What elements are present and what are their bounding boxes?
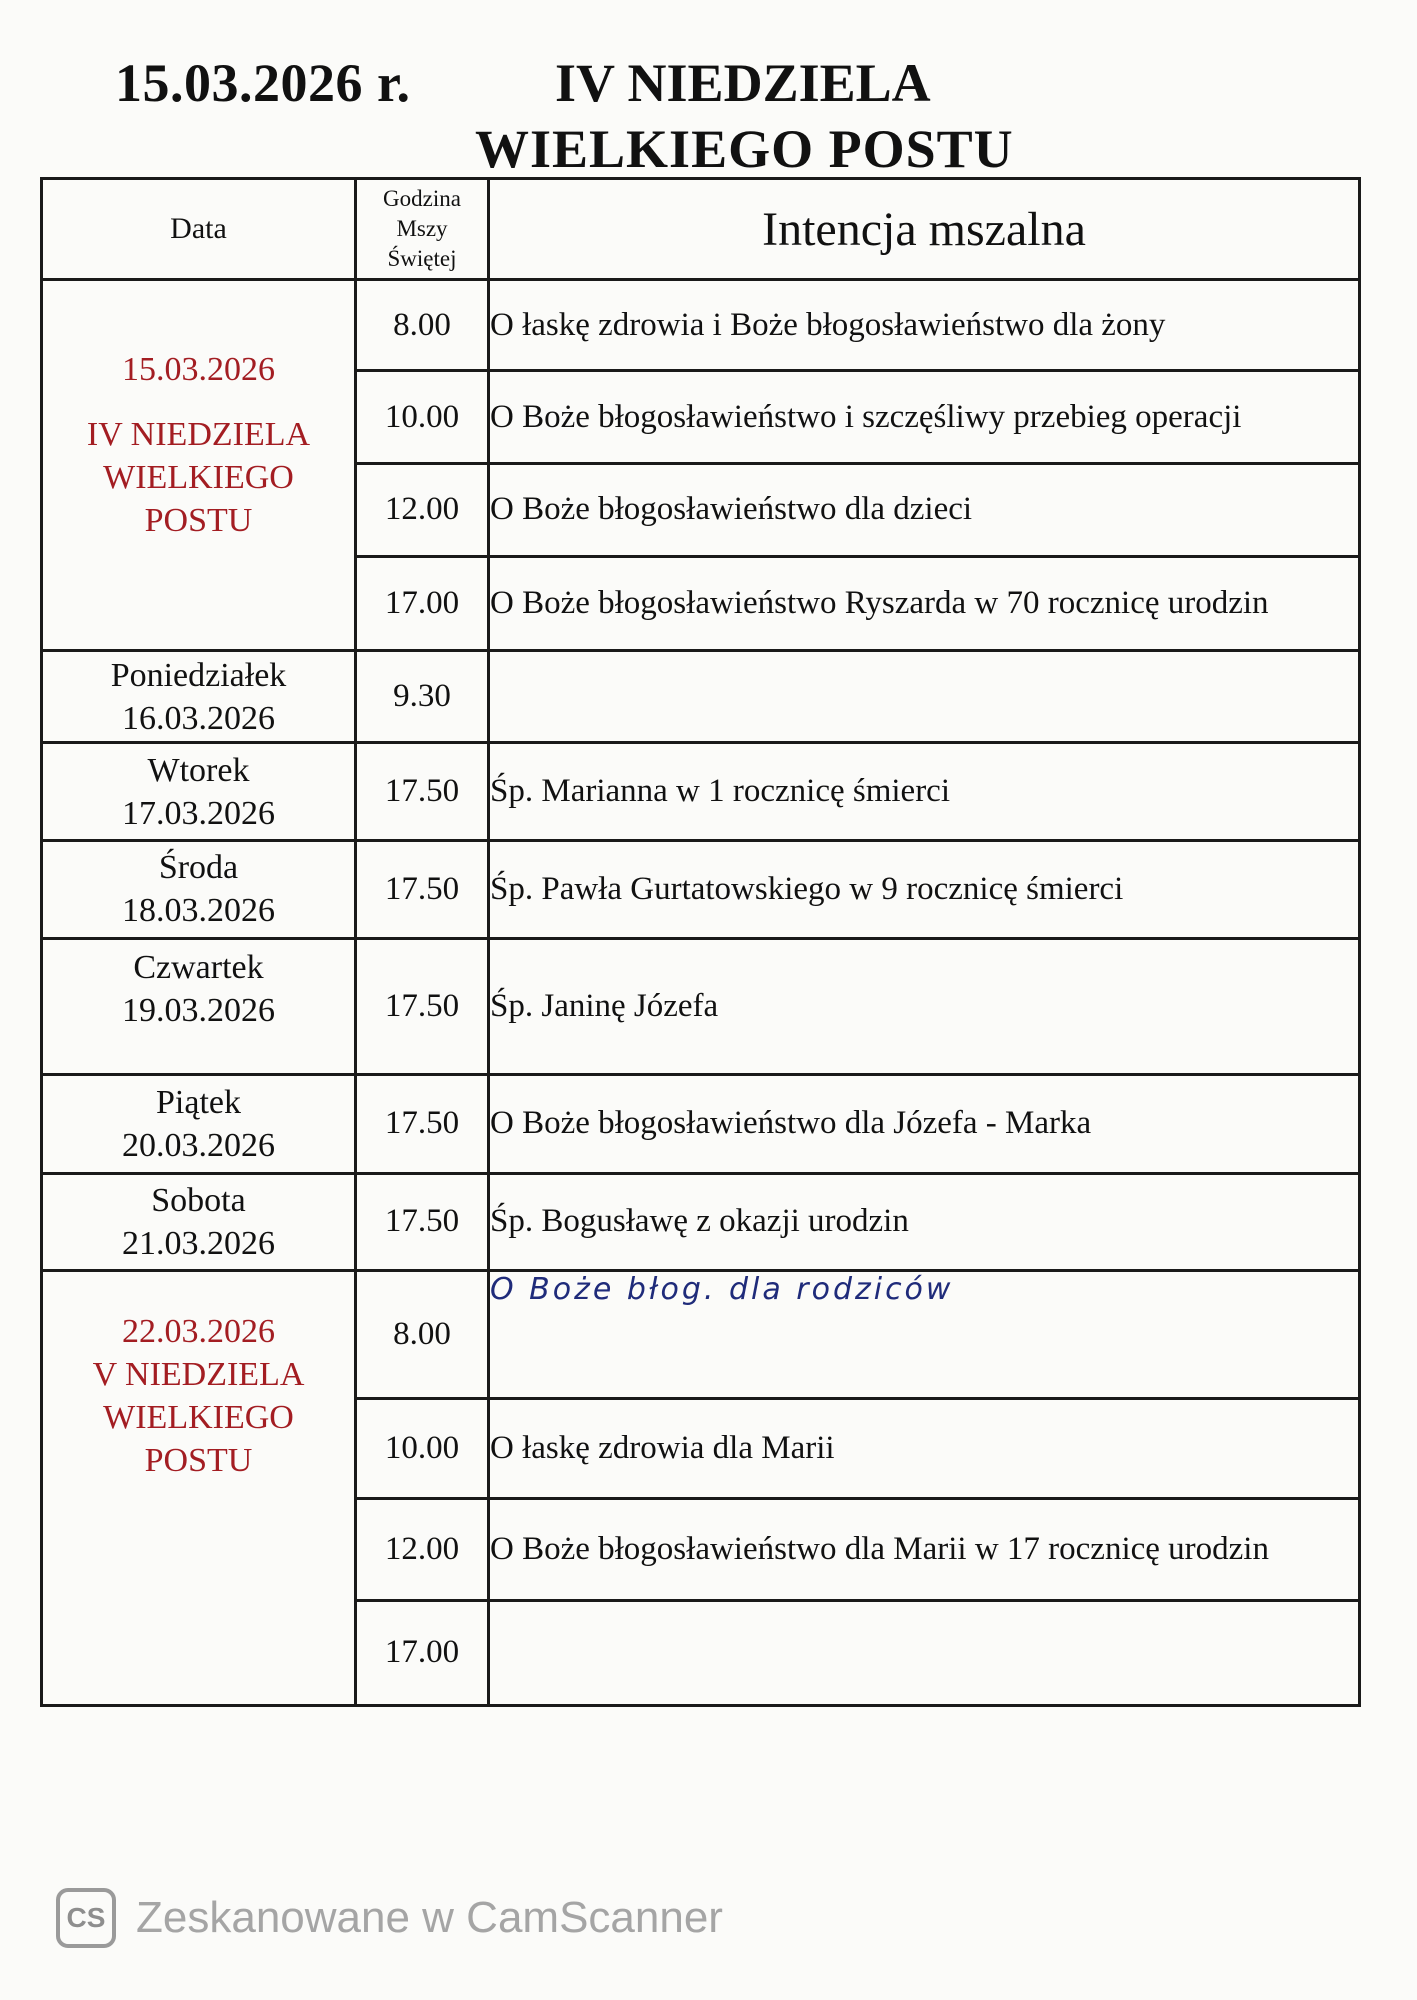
- mass-intention: O łaskę zdrowia dla Marii: [489, 1399, 1360, 1499]
- mass-hour: 12.00: [356, 463, 489, 556]
- header-title-line1: IV NIEDZIELA: [555, 53, 931, 113]
- table-row: [42, 1270, 1360, 1398]
- mass-hour: 10.00: [356, 371, 489, 463]
- sunday1-name-line3: POSTU: [144, 502, 253, 540]
- mass-hour: 8.00: [356, 280, 489, 371]
- weekday-cell: [42, 1173, 356, 1270]
- table-header-row: [42, 179, 1360, 280]
- sunday1-date: 15.03.2026: [122, 351, 275, 389]
- weekday-name: Sobota: [151, 1181, 246, 1219]
- mass-hour: 10.00: [356, 1399, 489, 1499]
- mass-intention-handwritten: [489, 1270, 1360, 1398]
- sunday2-name-line1: V NIEDZIELA: [92, 1355, 305, 1393]
- weekday-date: 18.03.2026: [122, 892, 275, 930]
- mass-intention: Śp. Marianna w 1 rocznicę śmierci: [489, 743, 1360, 840]
- mass-intention: [489, 1600, 1360, 1705]
- weekday-name: Wtorek: [147, 751, 250, 789]
- weekday-date: 17.03.2026: [122, 794, 275, 832]
- mass-hour: 12.00: [356, 1499, 489, 1600]
- mass-intention: O Boże błogosławieństwo Ryszarda w 70 rocznicę urodzin: [489, 556, 1360, 650]
- handwritten-intention: O Boże błog. dla rodziców: [490, 1271, 954, 1307]
- column-header-date: Data: [42, 179, 356, 280]
- mass-hour: 17.50: [356, 840, 489, 938]
- sunday2-name-line2: WIELKIEGO: [103, 1398, 294, 1436]
- weekday-date: 16.03.2026: [122, 699, 275, 737]
- column-header-hour-line2: Mszy: [396, 216, 448, 242]
- weekday-name: Piątek: [156, 1083, 241, 1121]
- table-row: [42, 651, 1360, 743]
- weekday-name: Poniedziałek: [110, 656, 287, 694]
- weekday-name: Środa: [158, 849, 239, 887]
- mass-intention: Śp. Bogusławę z okazji urodzin: [489, 1173, 1360, 1270]
- mass-hour: 9.30: [356, 651, 489, 743]
- mass-hour: 8.00: [356, 1270, 489, 1398]
- column-header-hour-line1: Godzina: [383, 186, 461, 212]
- camscanner-text: Zeskanowane w CamScanner: [136, 1893, 723, 1942]
- header-date: 15.03.2026 r.: [115, 53, 411, 113]
- table-row: [42, 743, 1360, 840]
- weekday-cell: [42, 743, 356, 840]
- weekday-cell: [42, 840, 356, 938]
- table-row: [42, 1075, 1360, 1173]
- sunday2-date-cell: [42, 1270, 356, 1705]
- table-row: [42, 1173, 1360, 1270]
- mass-hour: 17.00: [356, 556, 489, 650]
- mass-intention: [489, 651, 1360, 743]
- column-header-intention: Intencja mszalna: [489, 179, 1360, 280]
- sunday2-name-line3: POSTU: [144, 1441, 253, 1479]
- mass-hour: 17.50: [356, 743, 489, 840]
- sunday2-date: 22.03.2026: [122, 1312, 275, 1350]
- column-header-hour: [356, 179, 489, 280]
- camscanner-logo-icon: CS: [56, 1888, 116, 1948]
- mass-intention: O Boże błogosławieństwo dla Marii w 17 rocznicę urodzin: [489, 1499, 1360, 1600]
- weekday-cell: [42, 938, 356, 1074]
- mass-schedule-table: [40, 177, 1361, 1707]
- table-row: [42, 840, 1360, 938]
- column-header-hour-line3: Świętej: [387, 246, 457, 272]
- weekday-date: 21.03.2026: [122, 1224, 275, 1262]
- mass-hour: 17.00: [356, 1600, 489, 1705]
- weekday-cell: [42, 1075, 356, 1173]
- weekday-date: 20.03.2026: [122, 1126, 275, 1164]
- sunday1-name-line1: IV NIEDZIELA: [86, 416, 311, 454]
- weekday-date: 19.03.2026: [122, 991, 275, 1029]
- header-title-line2: WIELKIEGO POSTU: [475, 119, 1014, 179]
- mass-intention: O łaskę zdrowia i Boże błogosławieństwo dla żony: [489, 280, 1360, 371]
- sunday1-name-line2: WIELKIEGO: [103, 459, 294, 497]
- mass-hour: 17.50: [356, 1075, 489, 1173]
- table-row: [42, 280, 1360, 371]
- mass-hour: 17.50: [356, 1173, 489, 1270]
- mass-intention: O Boże błogosławieństwo i szczęśliwy przebieg operacji: [489, 371, 1360, 463]
- mass-intention: Śp. Pawła Gurtatowskiego w 9 rocznicę śmierci: [489, 840, 1360, 938]
- mass-intention: Śp. Janinę Józefa: [489, 938, 1360, 1074]
- mass-intention: O Boże błogosławieństwo dla dzieci: [489, 463, 1360, 556]
- weekday-name: Czwartek: [133, 948, 264, 986]
- weekday-cell: [42, 651, 356, 743]
- mass-intention: O Boże błogosławieństwo dla Józefa - Marka: [489, 1075, 1360, 1173]
- mass-hour: 17.50: [356, 938, 489, 1074]
- sunday1-date-cell: [42, 280, 356, 651]
- camscanner-watermark: [56, 1887, 723, 1949]
- table-row: [42, 938, 1360, 1074]
